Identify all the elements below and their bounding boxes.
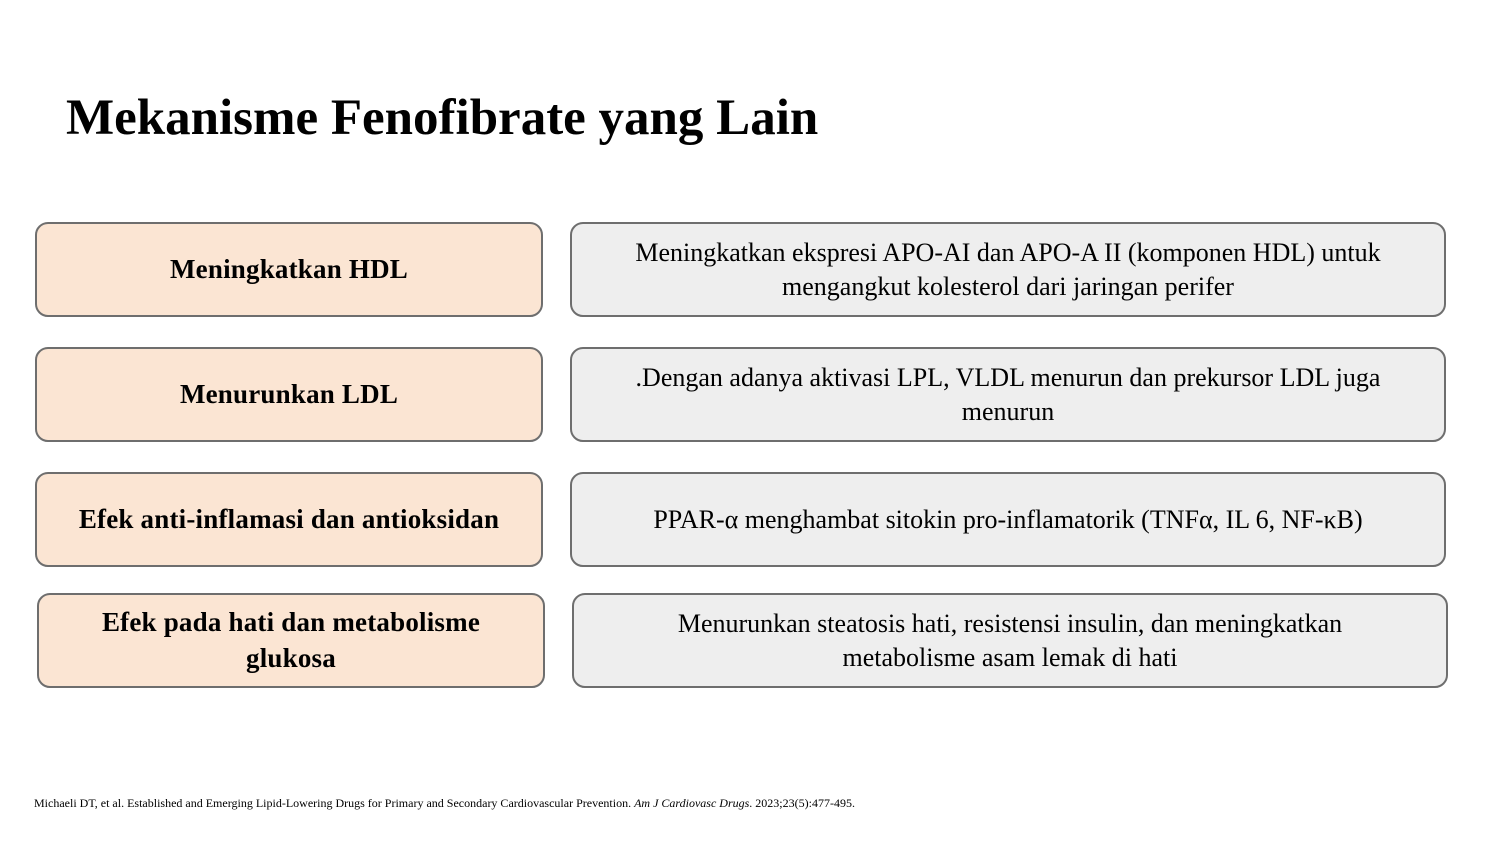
mechanism-label-text: Efek anti-inflamasi dan antioksidan xyxy=(78,503,500,534)
mechanism-description-text: Menurunkan steatosis hati, resistensi insulin, dan meningkatkan metabolisme asam lemak di hati xyxy=(677,609,1343,672)
citation-details: . 2023;23(5):477-495. xyxy=(749,796,855,810)
mechanism-description-ldl xyxy=(570,347,1446,442)
mechanism-label-liver-glucose xyxy=(37,593,545,688)
mechanism-description-anti-inflammatory xyxy=(570,472,1446,567)
citation xyxy=(34,796,855,811)
slide-title: Mekanisme Fenofibrate yang Lain xyxy=(66,90,819,146)
mechanism-label-hdl xyxy=(35,222,543,317)
mechanism-description-liver-glucose xyxy=(572,593,1448,688)
mechanism-label-ldl xyxy=(35,347,543,442)
mechanism-label-text: Efek pada hati dan metabolisme glukosa xyxy=(101,607,481,673)
mechanism-description-text: .Dengan adanya aktivasi LPL, VLDL menurun dan prekursor LDL juga menurun xyxy=(635,363,1381,426)
mechanism-label-text: Meningkatkan HDL xyxy=(170,253,408,284)
mechanism-description-text: PPAR-α menghambat sitokin pro-inflamatorik (TNFα, IL 6, NF-κB) xyxy=(653,504,1363,534)
mechanism-label-anti-inflammatory xyxy=(35,472,543,567)
citation-journal: Am J Cardiovasc Drugs xyxy=(634,796,750,810)
mechanism-description-text: Meningkatkan ekspresi APO-AI dan APO-A II (komponen HDL) untuk mengangkut kolesterol dari jaringan perifer xyxy=(635,238,1381,301)
mechanism-description-hdl xyxy=(570,222,1446,317)
citation-authors: Michaeli DT, et al. Established and Emerging Lipid-Lowering Drugs for Primary and Secondary Cardiovascular Prevention. xyxy=(34,796,635,810)
mechanism-label-text: Menurunkan LDL xyxy=(179,378,399,409)
